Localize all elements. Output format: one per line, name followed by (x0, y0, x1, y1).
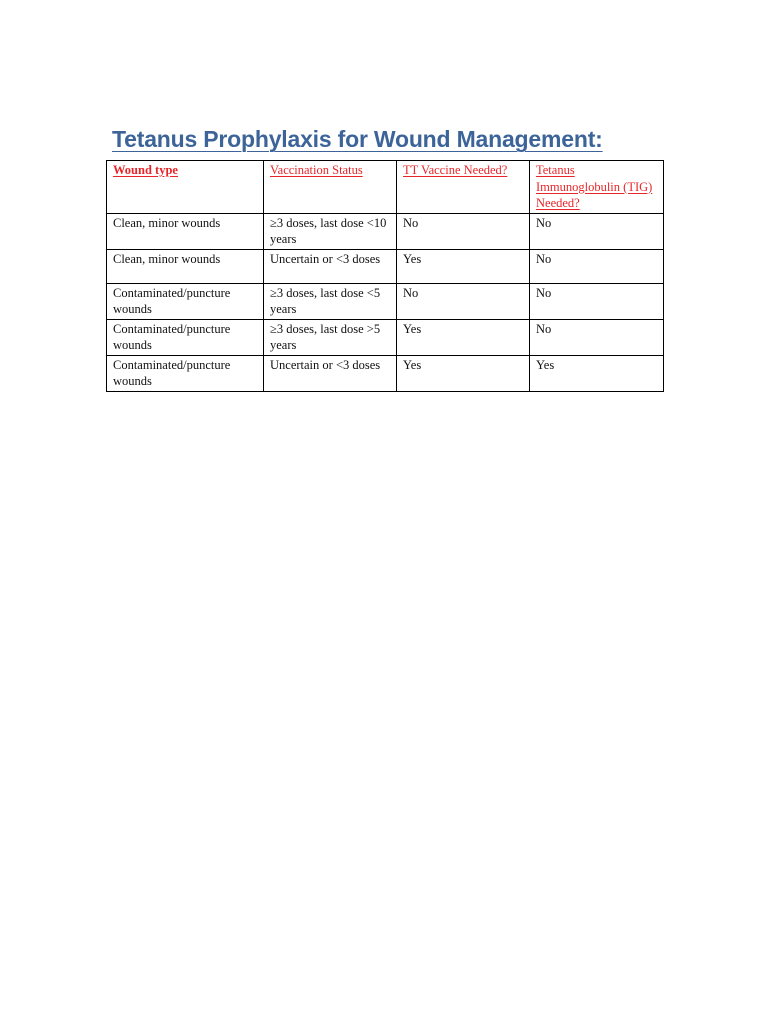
table-header-row (107, 161, 664, 214)
cell-wound-type: Contaminated/puncture wounds (107, 355, 264, 391)
table-row (107, 355, 664, 391)
cell-tt-vaccine: Yes (397, 249, 530, 283)
cell-wound-type: Contaminated/puncture wounds (107, 283, 264, 319)
cell-vaccination-status: Uncertain or <3 doses (264, 355, 397, 391)
table-row (107, 249, 664, 283)
cell-tig: No (530, 283, 664, 319)
page-title (112, 124, 603, 154)
cell-tt-vaccine: Yes (397, 319, 530, 355)
page-title-text: Tetanus Prophylaxis for Wound Management: (112, 126, 603, 152)
cell-tt-vaccine: Yes (397, 355, 530, 391)
cell-wound-type: Clean, minor wounds (107, 249, 264, 283)
cell-vaccination-status: Uncertain or <3 doses (264, 249, 397, 283)
cell-wound-type: Contaminated/puncture wounds (107, 319, 264, 355)
cell-tig: No (530, 249, 664, 283)
cell-vaccination-status: ≥3 doses, last dose >5 years (264, 319, 397, 355)
cell-wound-type: Clean, minor wounds (107, 213, 264, 249)
cell-tig: Yes (530, 355, 664, 391)
table-row (107, 319, 664, 355)
cell-tig: No (530, 319, 664, 355)
cell-tt-vaccine: No (397, 283, 530, 319)
cell-tig: No (530, 213, 664, 249)
header-wound-type: Wound type (107, 161, 264, 214)
header-vaccination-status: Vaccination Status (264, 161, 397, 214)
cell-tt-vaccine: No (397, 213, 530, 249)
header-tig-needed: Tetanus Immunoglobulin (TIG) Needed? (530, 161, 664, 214)
table-row (107, 213, 664, 249)
tetanus-prophylaxis-table (106, 160, 664, 392)
table-row (107, 283, 664, 319)
header-tt-vaccine-needed: TT Vaccine Needed? (397, 161, 530, 214)
cell-vaccination-status: ≥3 doses, last dose <10 years (264, 213, 397, 249)
cell-vaccination-status: ≥3 doses, last dose <5 years (264, 283, 397, 319)
